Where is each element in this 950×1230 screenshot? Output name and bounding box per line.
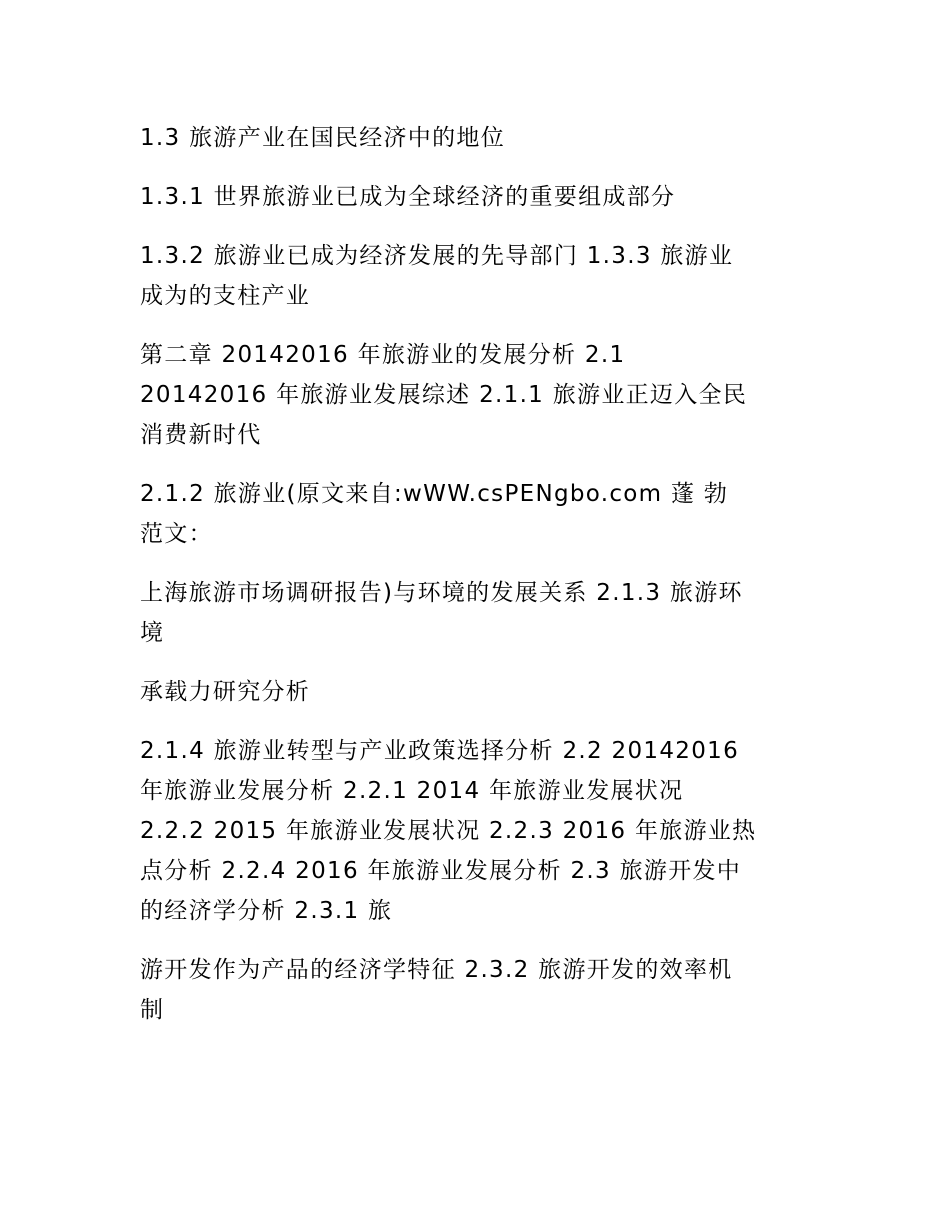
text-line: 点分析 2.2.4 2016 年旅游业发展分析 2.3 旅游开发中 [140,858,742,884]
text-line: 年旅游业发展分析 2.2.1 2014 年旅游业发展状况 [140,778,684,804]
text-line: 制 [140,997,165,1023]
paragraph-shanghai-report [140,573,810,653]
paragraph-1-3-2 [140,236,810,316]
text-line: 范文： [140,521,213,547]
text-line: 的经济学分析 2.3.1 旅 [140,898,393,924]
text-line: 游开发作为产品的经济学特征 2.3.2 旅游开发的效率机 [140,957,733,983]
text-line: 成为的支柱产业 [140,283,311,309]
paragraph-economic-features [140,950,810,1030]
document-body [140,118,810,1049]
paragraph-1-3-1 [140,177,810,217]
text-line: 第二章 20142016 年旅游业的发展分析 2.1 [140,342,626,368]
text-line: 1.3.2 旅游业已成为经济发展的先导部门 1.3.3 旅游业 [140,243,734,269]
paragraph-1-3 [140,118,810,158]
paragraph-capacity [140,672,810,712]
text-line: 1.3 旅游产业在国民经济中的地位 [140,125,505,151]
paragraph-2-1-4 [140,731,810,931]
text-line: 上海旅游市场调研报告)与环境的发展关系 2.1.3 旅游环 [140,580,743,606]
text-line: 2.2.2 2015 年旅游业发展状况 2.2.3 2016 年旅游业热 [140,818,757,844]
paragraph-chapter-2 [140,335,810,455]
text-line: 承载力研究分析 [140,679,311,705]
text-line: 20142016 年旅游业发展综述 2.1.1 旅游业正迈入全民 [140,382,748,408]
paragraph-2-1-2 [140,474,810,554]
text-line: 2.1.4 旅游业转型与产业政策选择分析 2.2 20142016 [140,738,739,764]
text-line: 1.3.1 世界旅游业已成为全球经济的重要组成部分 [140,184,676,210]
text-line: 境 [140,620,165,646]
text-line: 消费新时代 [140,422,262,448]
text-line: 2.1.2 旅游业(原文来自:wWW.csPENgbo.com 蓬 勃 [140,481,729,507]
